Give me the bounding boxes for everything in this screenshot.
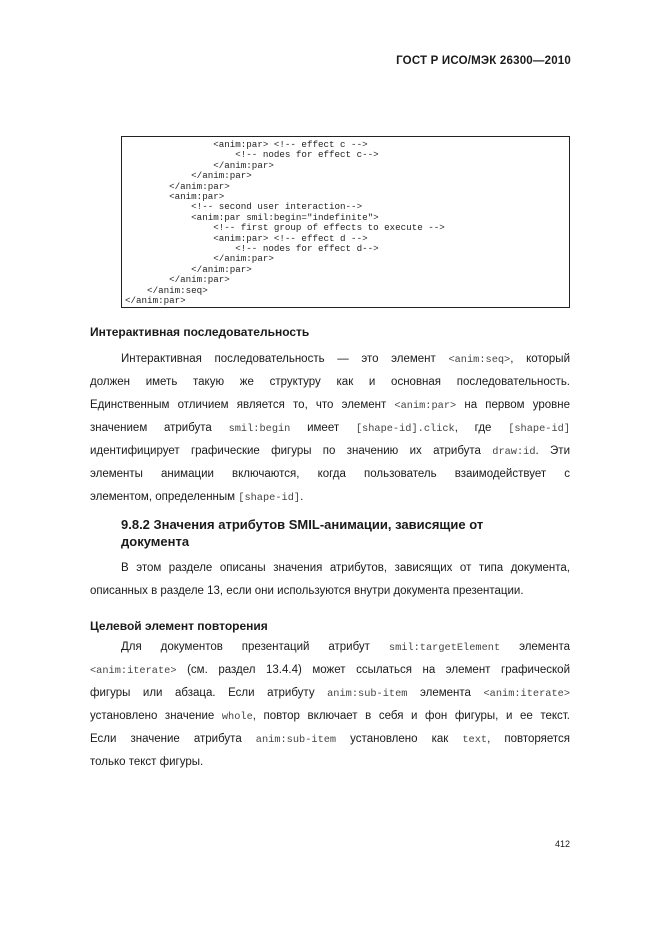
text-line: В этом разделе описаны значения атрибутов, зависящих от типа документа, — [121, 562, 570, 574]
code-inline: draw:id — [492, 446, 536, 458]
document-header: ГОСТ Р ИСО/МЭК 26300—2010 — [396, 55, 571, 67]
code-inline: <anim:par> — [394, 400, 457, 412]
code-line: </anim:par> — [125, 263, 252, 275]
code-line: <anim:par> — [125, 191, 225, 202]
text-line: описанных в разделе 13, если они используются внутри документа презентации. — [90, 585, 524, 597]
code-line: </anim:par> — [125, 295, 186, 306]
code-inline: <anim:iterate> — [483, 688, 570, 700]
code-inline: smil:targetElement — [388, 642, 501, 654]
code-line: </anim:par> — [125, 170, 252, 182]
text-line: должен иметь такую же структуру как и основная последовательность. — [90, 376, 570, 388]
text-line: только текст фигуры. — [90, 756, 204, 768]
code-line: <!-- second user interaction--> — [125, 201, 363, 213]
code-inline: [shape-id] — [508, 423, 570, 435]
text-line: установлено значение whole, повтор включает в себя и фон фигуры, и ее текст. — [90, 710, 570, 723]
code-inline: <anim:seq> — [448, 354, 511, 366]
text-line: <anim:iterate> (см. раздел 13.4.4) может ссылаться на элемент графической — [90, 664, 570, 677]
section-heading-interactive-sequence: Интерактивная последовательность — [90, 325, 310, 339]
paragraph-iterate-target — [90, 636, 570, 774]
code-line: <!-- nodes for effect c--> — [125, 149, 379, 161]
paragraph-interactive-sequence — [90, 348, 570, 509]
code-inline: text — [462, 734, 488, 746]
code-line: <!-- nodes for effect d--> — [125, 243, 379, 254]
text-line: Интерактивная последовательность — это элемент <anim:seq>, который — [121, 353, 570, 366]
code-line: </anim:par> — [125, 253, 274, 265]
page-number: 412 — [554, 839, 570, 849]
code-line: </anim:seq> — [125, 284, 208, 296]
paragraph-attribute-values — [90, 557, 570, 603]
text-line: Для документов презентаций атрибут smil:targetElement элемента — [121, 641, 570, 654]
text-line: фигуры или абзаца. Если атрибуту anim:sub-item элемента <anim:iterate> — [90, 687, 570, 700]
text-line: Если значение атрибута anim:sub-item установлено как text, повторяется — [90, 733, 570, 746]
code-line: </anim:par> — [125, 274, 230, 286]
code-line: <anim:par> <!-- effect d --> — [125, 232, 368, 244]
text-line: элементом, определенным [shape-id]. — [90, 491, 304, 504]
code-inline: <anim:iterate> — [90, 665, 177, 677]
code-inline: anim:sub-item — [255, 734, 337, 746]
code-inline: [shape-id].click — [355, 423, 455, 435]
section-heading-iterate-target: Целевой элемент повторения — [90, 619, 268, 633]
code-line: </anim:par> — [125, 180, 230, 192]
text-line: элементы анимации включаются, когда пользователь взаимодействует с — [90, 468, 570, 480]
code-line: <anim:par> <!-- effect c --> — [125, 139, 368, 150]
code-inline: [shape-id] — [238, 492, 301, 504]
text-line: идентифицирует графические фигуры по значению их атрибута draw:id. Эти — [90, 445, 570, 458]
text-line: значением атрибута smil:begin имеет [shape-id].click, где [shape-id] — [90, 422, 570, 435]
code-line: <!-- first group of effects to execute --> — [125, 222, 445, 234]
section-heading-9-8-2: 9.8.2 Значения атрибутов SMIL-анимации, зависящие от документа — [121, 517, 484, 549]
code-line: </anim:par> — [125, 159, 274, 171]
code-inline: anim:sub-item — [327, 688, 408, 700]
text-line: Единственным отличием является то, что элемент <anim:par> на первом уровне — [90, 399, 570, 412]
code-inline: whole — [221, 711, 253, 723]
code-inline: smil:begin — [228, 423, 291, 435]
code-line: <anim:par smil:begin="indefinite"> — [125, 211, 379, 223]
code-listing — [121, 136, 570, 308]
